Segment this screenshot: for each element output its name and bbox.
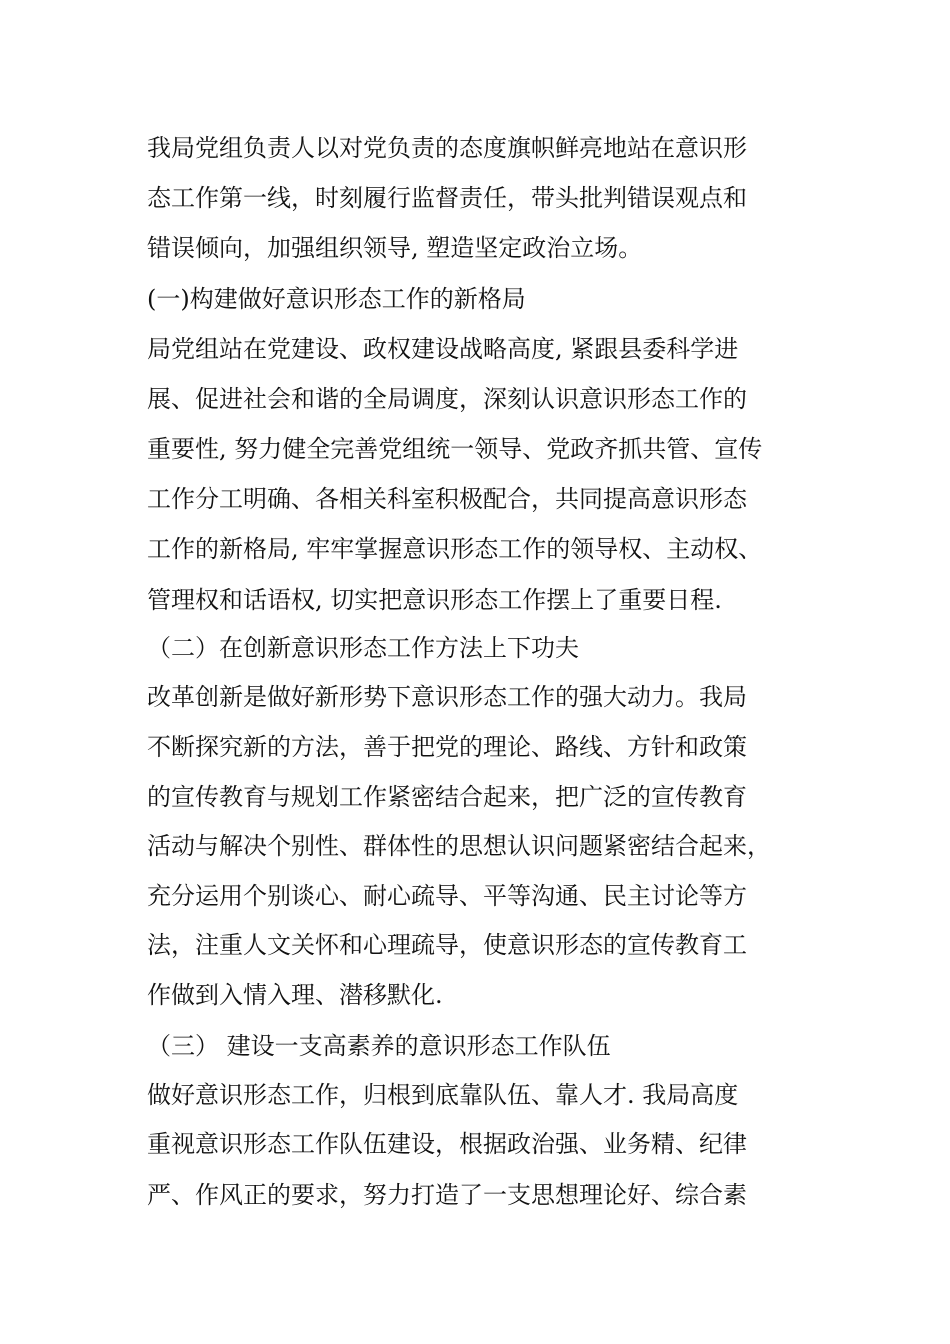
text-line: 重要性, 努力健全完善党组统一领导、党政齐抓共管、宣传 bbox=[147, 435, 763, 463]
text-line: 我局党组负责人以对党负责的态度旗帜鲜亮地站在意识形 bbox=[147, 134, 747, 162]
text-line: 的宣传教育与规划工作紧密结合起来，把广泛的宣传教育 bbox=[147, 783, 747, 811]
section-heading: （二）在创新意识形态工作方法上下功夫 bbox=[147, 634, 579, 662]
text-line: 局党组站在党建设、政权建设战略高度, 紧跟县委科学进 bbox=[147, 335, 739, 363]
text-line: 重视意识形态工作队伍建设，根据政治强、业务精、纪律 bbox=[147, 1130, 747, 1158]
text-line: 做好意识形态工作，归根到底靠队伍、靠人才. 我局高度 bbox=[147, 1081, 739, 1109]
text-line: 法，注重人文关怀和心理疏导，使意识形态的宣传教育工 bbox=[147, 931, 747, 959]
text-line: 改革创新是做好新形势下意识形态工作的强大动力。我局 bbox=[147, 683, 747, 711]
text-line: 活动与解决个别性、群体性的思想认识问题紧密结合起来， bbox=[147, 832, 771, 860]
text-line: 态工作第一线，时刻履行监督责任，带头批判错误观点和 bbox=[147, 184, 747, 212]
section-heading: (一)构建做好意识形态工作的新格局 bbox=[147, 285, 526, 313]
text-line: 管理权和话语权, 切实把意识形态工作摆上了重要日程. bbox=[147, 586, 722, 614]
text-line: 错误倾向，加强组织领导, 塑造坚定政治立场。 bbox=[147, 234, 643, 262]
text-line: 作做到入情入理、潜移默化. bbox=[147, 981, 443, 1009]
section-heading: （三） 建设一支高素养的意识形态工作队伍 bbox=[147, 1032, 611, 1060]
text-line: 充分运用个别谈心、耐心疏导、平等沟通、民主讨论等方 bbox=[147, 882, 747, 910]
text-line: 不断探究新的方法，善于把党的理论、路线、方针和政策 bbox=[147, 733, 747, 761]
text-line: 展、促进社会和谐的全局调度，深刻认识意识形态工作的 bbox=[147, 385, 747, 413]
text-line: 工作分工明确、各相关科室积极配合，共同提高意识形态 bbox=[147, 485, 747, 513]
text-line: 工作的新格局, 牢牢掌握意识形态工作的领导权、主动权、 bbox=[147, 535, 763, 563]
text-line: 严、作风正的要求，努力打造了一支思想理论好、综合素 bbox=[147, 1181, 747, 1209]
